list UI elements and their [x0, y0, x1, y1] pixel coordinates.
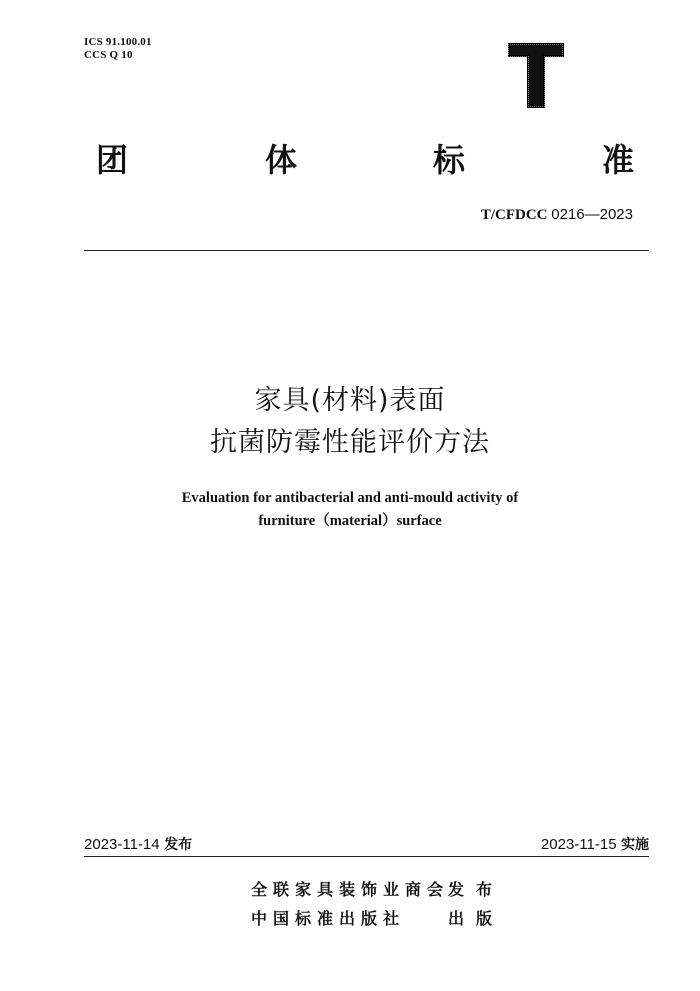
standard-code-prefix: T/CFDCC — [480, 207, 548, 223]
classification-codes — [84, 36, 152, 62]
implement-date-label: 实施 — [621, 837, 649, 853]
implement-date-value: 2023-11-15 — [540, 836, 617, 853]
title-en-line1: Evaluation for antibacterial and anti-mould activity of — [181, 490, 519, 506]
publish-date — [84, 834, 192, 854]
publisher-name: 中国标准出版社 — [251, 909, 406, 928]
publish-date-value: 2023-11-14 — [84, 836, 160, 853]
t-mark-icon — [506, 42, 566, 109]
title-en-line2: furniture（material）surface — [258, 513, 442, 529]
standard-code-number: 0216—2023 — [551, 206, 633, 223]
title-cn-line1: 家具(材料)表面 — [254, 385, 446, 416]
category-char: 准 — [602, 141, 635, 179]
category-char: 标 — [433, 141, 466, 179]
category-char: 团 — [96, 141, 129, 179]
publisher-action: 出版 — [448, 909, 505, 928]
footer-divider — [84, 856, 649, 857]
ics-code: ICS 91.100.01 — [84, 36, 152, 48]
document-category — [0, 140, 700, 184]
standard-number — [481, 206, 633, 224]
standard-type-t-mark — [506, 42, 566, 109]
ccs-code: CCS Q 10 — [84, 49, 133, 61]
publish-date-label: 发布 — [164, 837, 193, 853]
header-divider — [84, 250, 649, 251]
issuer-name: 全联家具装饰业商会 — [251, 880, 450, 899]
implement-date — [541, 834, 649, 854]
issuer-action: 发布 — [448, 880, 505, 899]
title-cn-line2: 抗菌防霉性能评价方法 — [210, 427, 490, 458]
category-char: 体 — [265, 141, 298, 179]
